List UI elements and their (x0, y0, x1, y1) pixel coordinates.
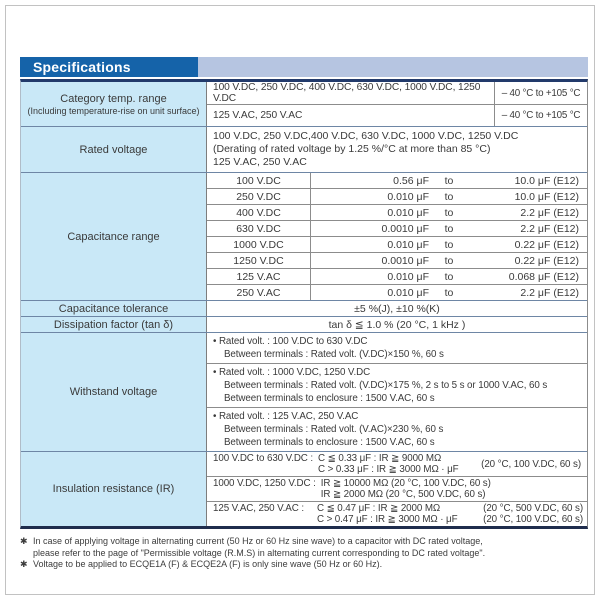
ir-note: (20 °C, 100 V.DC, 60 s) (481, 458, 581, 470)
label-sub: (Including temperature-rise on unit surface) (27, 105, 200, 116)
cap-voltage: 250 V.AC (207, 285, 311, 300)
ir-block (207, 452, 587, 476)
row-withstand-voltage (21, 332, 587, 451)
ir-prefix: 1000 V.DC, 1250 V.DC : (213, 478, 316, 489)
withstand-line: Between terminals : Rated volt. (V.AC)×230 %, 60 s (224, 424, 444, 435)
ir-note: (20 °C, 500 V.DC, 60 s) (483, 503, 583, 514)
voltage-list: 100 V.DC, 250 V.DC, 400 V.DC, 630 V.DC, 1000 V.DC, 1250 V.DC (213, 82, 481, 104)
cap-min: 0.010 μF (387, 238, 429, 251)
cap-range (311, 271, 587, 283)
footnote (20, 548, 588, 560)
row-insulation-resistance (21, 451, 587, 526)
withstand-line: Between terminals to enclosure : 1500 V.AC, 60 s (224, 437, 435, 448)
label-withstand-voltage: Withstand voltage (21, 333, 207, 451)
section-header-bar (198, 57, 588, 77)
insulation-resistance-content (207, 452, 587, 526)
ir-condition: C ≦ 0.33 μF : IR ≧ 9000 MΩ (318, 453, 442, 464)
cap-voltage: 100 V.DC (207, 173, 311, 188)
cap-max: 0.22 μF (E12) (514, 238, 579, 251)
cap-to: to (444, 190, 454, 203)
withstand-line: Between terminals to enclosure : 1500 V.AC, 60 s (224, 393, 435, 404)
withstand-block (207, 333, 444, 363)
footnote-text: Voltage to be applied to ECQE1A (F) & ECQE2A (F) is only sine wave (50 Hz or 60 Hz). (33, 559, 383, 569)
label-capacitance-tolerance: Capacitance tolerance (21, 301, 207, 316)
footnote-marker: ✱ (20, 559, 28, 569)
cap-range (311, 207, 587, 219)
capacitance-tolerance-content (207, 301, 587, 316)
table-row (207, 104, 587, 126)
footnote-text: In case of applying voltage in alternating current (50 Hz or 60 Hz sine wave) to a capacitor with DC rated voltage, (33, 536, 483, 546)
cap-range (311, 239, 587, 251)
ir-condition: C > 0.33 μF : IR ≧ 3000 MΩ · μF (318, 464, 459, 475)
label-capacitance-range: Capacitance range (21, 173, 207, 300)
category-temp-content (207, 82, 587, 126)
table-row (207, 476, 587, 501)
cap-min: 0.010 μF (387, 286, 429, 299)
table-row (207, 173, 587, 188)
table-row (207, 82, 587, 104)
cap-min: 0.010 μF (387, 206, 429, 219)
table-row (207, 252, 587, 268)
table-row (207, 407, 587, 451)
section-header (20, 57, 588, 77)
capacitance-range-content (207, 173, 587, 300)
footnote (20, 559, 588, 571)
withstand-line: Between terminals : Rated volt. (V.DC)×175 %, 2 s to 5 s or 1000 V.AC, 60 s (224, 380, 548, 391)
cap-max: 2.2 μF (E12) (520, 222, 579, 235)
row-capacitance-tolerance (21, 300, 587, 316)
ir-block (207, 477, 587, 501)
ir-condition: IR ≧ 10000 MΩ (20 °C, 100 V.DC, 60 s) (320, 478, 491, 489)
cap-max: 2.2 μF (E12) (520, 286, 579, 299)
temp-range-value: – 40 °C to +105 °C (494, 82, 587, 104)
cap-range (311, 223, 587, 235)
label-dissipation-factor: Dissipation factor (tan δ) (21, 317, 207, 332)
rated-voltage-content (207, 127, 587, 172)
table-row (207, 333, 587, 363)
cap-voltage: 630 V.DC (207, 221, 311, 236)
ir-condition: C > 0.47 μF : IR ≧ 3000 MΩ · μF (316, 514, 458, 525)
cap-voltage: 1250 V.DC (207, 253, 311, 268)
withstand-block (207, 364, 547, 407)
ir-note: (20 °C, 100 V.DC, 60 s) (483, 514, 583, 525)
withstand-head: • Rated volt. : 125 V.AC, 250 V.AC (213, 411, 359, 422)
withstand-voltage-content (207, 333, 587, 451)
table-row (207, 501, 587, 526)
row-rated-voltage (21, 126, 587, 172)
footnote-marker (20, 548, 33, 560)
ir-notes (483, 503, 583, 525)
cap-to: to (444, 254, 454, 267)
ir-block (207, 502, 587, 526)
cap-voltage: 400 V.DC (207, 205, 311, 220)
label-category-temp-range (21, 82, 207, 126)
cap-to: to (444, 286, 454, 299)
row-category-temp-range (21, 82, 587, 126)
cap-min: 0.0010 μF (381, 222, 429, 235)
cap-min: 0.0010 μF (381, 254, 429, 267)
row-dissipation-factor (21, 316, 587, 332)
rated-voltage-line: 100 V.DC, 250 V.DC,400 V.DC, 630 V.DC, 1000 V.DC, 1250 V.DC (213, 130, 519, 142)
capacitance-tolerance-value: ±5 %(J), ±10 %(K) (354, 302, 440, 315)
cap-to: to (444, 238, 454, 251)
withstand-head: • Rated volt. : 100 V.DC to 630 V.DC (213, 336, 368, 347)
cap-voltage: 125 V.AC (207, 269, 311, 284)
cap-to: to (444, 222, 454, 235)
label-rated-voltage: Rated voltage (21, 127, 207, 172)
voltage-list: 125 V.AC, 250 V.AC (213, 110, 303, 121)
cap-range (311, 191, 587, 203)
ir-prefix: 125 V.AC, 250 V.AC : (213, 503, 304, 514)
specifications-page (20, 57, 588, 571)
ir-conditions (317, 503, 458, 525)
label-insulation-resistance: Insulation resistance (IR) (21, 452, 207, 526)
ir-conditions (321, 478, 491, 500)
cap-voltage: 1000 V.DC (207, 237, 311, 252)
cap-to: to (444, 206, 454, 219)
table-row (207, 220, 587, 236)
footnote-text: please refer to the page of "Permissible voltage (R.M.S) in alternating current corresponding to DC rated voltage". (33, 547, 486, 558)
cap-voltage: 250 V.DC (207, 189, 311, 204)
table-row (207, 452, 587, 476)
table-row (207, 268, 587, 284)
withstand-block (207, 408, 443, 451)
cap-max: 0.068 μF (E12) (508, 270, 579, 283)
cap-min: 0.010 μF (387, 190, 429, 203)
cap-min: 0.56 μF (393, 174, 429, 187)
ir-conditions (318, 453, 459, 475)
temp-range-value: – 40 °C to +105 °C (494, 105, 587, 126)
ir-condition: IR ≧ 2000 MΩ (20 °C, 500 V.DC, 60 s) (320, 489, 486, 500)
table-row (207, 236, 587, 252)
cap-max: 2.2 μF (E12) (520, 206, 579, 219)
section-title: Specifications (20, 57, 198, 77)
cap-to: to (444, 174, 454, 187)
footnotes (20, 536, 588, 571)
cap-max: 10.0 μF (E12) (514, 174, 579, 187)
ir-prefix: 100 V.DC to 630 V.DC : (213, 453, 314, 464)
dissipation-factor-content (207, 317, 587, 332)
table-row (207, 188, 587, 204)
footnote (20, 536, 588, 548)
cap-to: to (444, 270, 454, 283)
table-row (207, 204, 587, 220)
footnote-marker: ✱ (20, 536, 28, 546)
cap-max: 0.22 μF (E12) (514, 254, 579, 267)
cap-max: 10.0 μF (E12) (514, 190, 579, 203)
cap-range (311, 255, 587, 267)
withstand-head: • Rated volt. : 1000 V.DC, 1250 V.DC (213, 367, 371, 378)
rated-voltage-line: (Derating of rated voltage by 1.25 %/°C at more than 85 °C) (213, 143, 491, 155)
withstand-line: Between terminals : Rated volt. (V.DC)×150 %, 60 s (224, 349, 444, 360)
rated-voltage-cell (207, 127, 587, 172)
row-capacitance-range (21, 172, 587, 300)
cap-min: 0.010 μF (387, 270, 429, 283)
specifications-table (20, 79, 588, 529)
cap-range (311, 287, 587, 299)
dissipation-factor-value: tan δ ≦ 1.0 % (20 °C, 1 kHz ) (328, 318, 466, 331)
cap-range (311, 175, 587, 187)
table-row (207, 363, 587, 407)
label-main: Category temp. range (60, 92, 167, 105)
table-row (207, 284, 587, 300)
ir-condition: C ≦ 0.47 μF : IR ≧ 2000 MΩ (316, 503, 441, 514)
rated-voltage-line: 125 V.AC, 250 V.AC (213, 156, 307, 168)
